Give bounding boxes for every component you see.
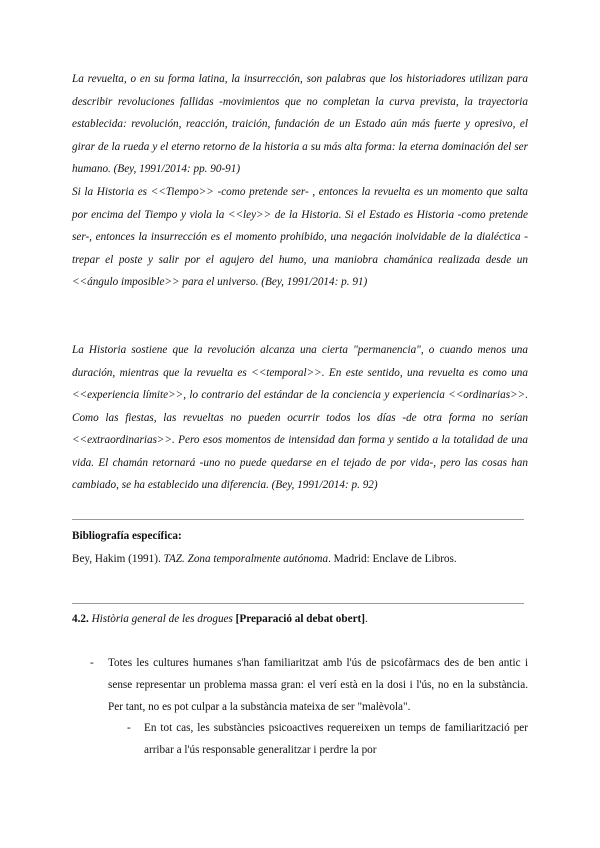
section-trailing: .	[365, 613, 368, 625]
section-heading	[72, 611, 528, 627]
quote-paragraph-3: La Historia sostiene que la revolución alcanza una cierta "permanencia", o cuando menos una duración, mientras que la revuelta es <<temporal>>. En este sentido, una revuelta es como una <<experiencia límite>>, lo contrario del estándar de la conciencia y experiencia <<ordinarias>>. Como las fiestas, las revueltas no pueden ocurrir todos los días -de otra forma no serían <<extraordinarias>>. Pero esos momentos de intensidad dan forma y sentido a la totalidad de una vida. El chamán retornará -uno no puede quedarse en el tejado de por vida-, pero las cosas han cambiado, se ha establecido una diferencia. (Bey, 1991/2014: p. 92)	[72, 344, 528, 491]
section-number: 4.2.	[72, 613, 89, 625]
bibliography-title: Bibliografía específica:	[72, 530, 182, 542]
bibliography-entry	[72, 551, 528, 567]
bullet-marker-1: -	[90, 657, 94, 669]
section-tag: [Preparació al debat obert]	[235, 613, 366, 625]
divider-bottom	[72, 603, 524, 604]
bullet-item-1: Totes les cultures humanes s'han familiaritzat amb l'ús de psicofàrmacs des de ben antic i sense representar un problema massa gran: el verí està en la dosi i l'ús, no en la substància. Per tant, no es pot culpar a la substància mateixa de ser "malèvola".	[108, 657, 528, 713]
quote-paragraph-1: La revuelta, o en su forma latina, la insurrección, son palabras que los historiadores utilizan para describir revoluciones fallidas -movimientos que no completan la curva prevista, la trayectoria establecida: revolución, reacción, traición, fundación de un Estado aún más fuerte y opresivo, el girar de la rueda y el eterno retorno de la historia a su más alta forma: la eterna dominación del ser humano. (Bey, 1991/2014: pp. 90-91)	[72, 73, 528, 175]
bibliography-book-title: TAZ. Zona temporalmente autónoma	[163, 553, 329, 565]
bibliography-author: Bey, Hakim (1991).	[72, 553, 164, 565]
divider-top	[72, 519, 524, 520]
bibliography-publisher: . Madrid: Enclave de Libros.	[328, 553, 457, 565]
bullet-item-2: En tot cas, les substàncies psicoactives requereixen un temps de familiarització per arribar a l'ús responsable generalitzar i perdre la por	[144, 722, 528, 756]
bullet-marker-2: -	[127, 722, 131, 734]
quote-paragraph-2: Si la Historia es <<Tiempo>> -como pretende ser- , entonces la revuelta es un momento que salta por encima del Tiempo y viola la <<ley>> de la Historia. Si el Estado es Historia -como pretende ser-, entonces la insurrección es el momento prohibido, una negación inolvidable de la dialéctica -trepar el poste y salir por el agujero del humo, una maniobra chamánica realizada desde un <<ángulo imposible>> para el universo. (Bey, 1991/2014: p. 91)	[72, 186, 528, 288]
section-title: Història general de les drogues	[91, 613, 233, 625]
